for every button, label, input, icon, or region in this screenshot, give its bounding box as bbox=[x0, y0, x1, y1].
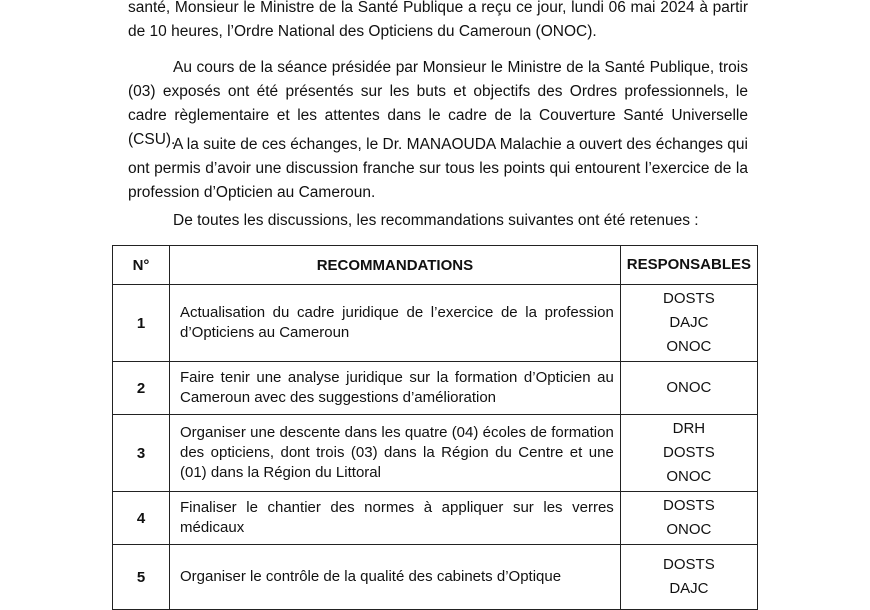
row-number: 1 bbox=[113, 285, 170, 362]
row-recommendation: Organiser une descente dans les quatre (04) écoles de formation des opticiens, dont trois (03) dans la Région du Centre et une (01) dans la Région du Littoral bbox=[170, 415, 621, 492]
table-row bbox=[113, 415, 758, 492]
row-responsables bbox=[620, 492, 757, 545]
recommendations-table bbox=[112, 245, 758, 610]
responsable: DOSTS bbox=[663, 497, 715, 514]
row-number: 2 bbox=[113, 362, 170, 415]
table-row bbox=[113, 545, 758, 610]
row-recommendation: Actualisation du cadre juridique de l’exercice de la profession d’Opticiens au Cameroun bbox=[170, 285, 621, 362]
header-responsables: RESPONSABLES bbox=[620, 246, 757, 285]
responsable: DOSTS bbox=[663, 556, 715, 573]
responsable: ONOC bbox=[666, 379, 712, 396]
row-number: 3 bbox=[113, 415, 170, 492]
paragraph-intro: santé, Monsieur le Ministre de la Santé Publique a reçu ce jour, lundi 06 mai 2024 à partir de 10 heures, l’Ordre National des Opticiens du Cameroun (ONOC). bbox=[128, 0, 748, 40]
table-row bbox=[113, 362, 758, 415]
table-header-row bbox=[113, 246, 758, 285]
row-recommendation: Finaliser le chantier des normes à appliquer sur les verres médicaux bbox=[170, 492, 621, 545]
table-row bbox=[113, 285, 758, 362]
table-row bbox=[113, 492, 758, 545]
row-responsables bbox=[620, 285, 757, 362]
paragraph-session: Au cours de la séance présidée par Monsieur le Ministre de la Santé Publique, trois (03) exposés ont été présentés sur les buts et objectifs des Ordres professionnels, le cadre règlementaire et les attentes dans le cadre de la Couverture Santé Universelle (CSU). bbox=[128, 59, 748, 148]
row-recommendation: Faire tenir une analyse juridique sur la formation d’Opticien au Cameroun avec des suggestions d’amélioration bbox=[170, 362, 621, 415]
row-responsables bbox=[620, 362, 757, 415]
responsable: DAJC bbox=[669, 580, 709, 597]
responsable: ONOC bbox=[666, 468, 712, 485]
responsable: DRH bbox=[672, 420, 706, 437]
row-number: 4 bbox=[113, 492, 170, 545]
header-number: N° bbox=[113, 246, 170, 285]
row-responsables bbox=[620, 545, 757, 610]
row-recommendation: Organiser le contrôle de la qualité des cabinets d’Optique bbox=[170, 545, 621, 610]
row-number: 5 bbox=[113, 545, 170, 610]
responsable: ONOC bbox=[666, 521, 712, 538]
responsable: DOSTS bbox=[663, 290, 715, 307]
responsable: DAJC bbox=[669, 314, 709, 331]
header-recommendations: RECOMMANDATIONS bbox=[170, 246, 621, 285]
paragraph-discussion: A la suite de ces échanges, le Dr. MANAOUDA Malachie a ouvert des échanges qui ont permis d’avoir une discussion franche sur tous les points qui entourent l’exercice de la profession d’Opticien au Cameroun. bbox=[128, 136, 748, 201]
responsable: DOSTS bbox=[663, 444, 715, 461]
responsable: ONOC bbox=[666, 338, 712, 355]
row-responsables bbox=[620, 415, 757, 492]
paragraph-recommendations-intro: De toutes les discussions, les recommandations suivantes ont été retenues : bbox=[173, 212, 699, 229]
